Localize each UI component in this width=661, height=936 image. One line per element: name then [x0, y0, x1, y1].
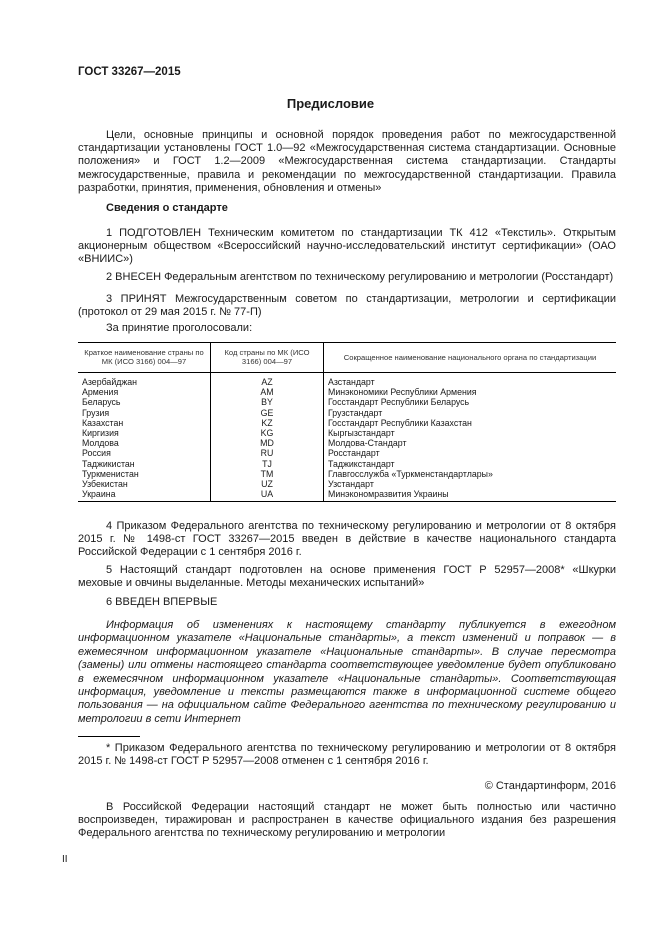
countries-table	[78, 342, 616, 502]
item-6-introduced: 6 ВВЕДЕН ВПЕРВЫЕ	[106, 596, 218, 608]
cell-agency: Молдова-Стандарт	[324, 438, 617, 448]
table-row	[78, 479, 616, 489]
cell-code: GE	[211, 408, 324, 418]
cell-code: TJ	[211, 459, 324, 469]
cell-agency: Госстандарт Республики Казахстан	[324, 418, 617, 428]
cell-country: Казахстан	[82, 417, 124, 428]
table-body	[78, 373, 616, 502]
cell-code: BY	[211, 397, 324, 407]
column-header-country: Краткое наименование страны по МК (ИСО 3166) 004—97	[78, 343, 211, 373]
cell-code: RU	[211, 448, 324, 458]
intro-paragraph: Цели, основные принципы и основной порядок проведения работ по межгосударственной стандартизации установлены ГОСТ 1.0—92 «Межгосударственная система стандартизации. Основные положения» и ГОСТ 1.2—2009 «Межгосударственная система стандартизации. Стандарты межгосударственные, правила и рекомендации по межгосударственной стандартизации. Правила разработки, принятия, применения, обновления и отмены»	[78, 129, 616, 194]
table-row	[78, 438, 616, 448]
cell-country: Украина	[78, 489, 211, 502]
cell-agency: Узстандарт	[324, 479, 617, 489]
table-row	[78, 469, 616, 479]
cell-code: AZ	[211, 373, 324, 388]
column-header-code: Код страны по МК (ИСО 3166) 004—97	[211, 343, 324, 373]
cell-agency: Азстандарт	[324, 373, 617, 388]
legal-notice: В Российской Федерации настоящий стандарт не может быть полностью или частично воспроизведен, тиражирован и распространен в качестве официального издания без разрешения Федерального агентства по техническому регулированию и метрологии	[78, 801, 616, 840]
cell-country: Беларусь	[82, 397, 121, 408]
cell-country: Узбекистан	[82, 479, 128, 490]
cell-country: Таджикистан	[82, 458, 135, 469]
info-note: Информация об изменениях к настоящему стандарту публикуется в ежегодном информационном указателе «Национальные стандарты», а текст изменений и поправок — в ежемесячном информационном указателе «Национальные стандарты». В случае пересмотра (замены) или отмены настоящего стандарта соответствующее уведомление будет опубликовано в ежемесячном информационном указателе «Национальные стандарты». Соответствующая информация, уведомление и тексты размещаются также в информационной системе общего пользования — на официальном сайте Федерального агентства по техническому регулированию и метрологии в сети Интернет	[78, 619, 616, 725]
table-row	[78, 397, 616, 407]
item-4-order: 4 Приказом Федерального агентства по техническому регулированию и метрологии от 8 октября 2015 г. № 1498-ст ГОСТ 33267—2015 введен в действие в качестве национального стандарта Российской Федерации с 1 сентября 2016 г.	[78, 520, 616, 559]
item-2-submitted: 2 ВНЕСЕН Федеральным агентством по техническому регулированию и метрологии (Росстандарт)	[106, 271, 614, 283]
copyright: © Стандартинформ, 2016	[484, 780, 616, 792]
cell-country: Грузия	[82, 407, 110, 418]
table-row	[78, 459, 616, 469]
section-heading: Сведения о стандарте	[106, 202, 228, 214]
cell-country: Азербайджан	[82, 377, 137, 387]
cell-agency: Минэкономики Республики Армения	[324, 387, 617, 397]
table-row	[78, 489, 616, 502]
item-1-prepared: 1 ПОДГОТОВЛЕН Техническим комитетом по стандартизации ТК 412 «Текстиль». Открытым акционерным обществом «Всероссийский научно-исследовательский институт сертификации» (ОАО «ВНИИС»)	[78, 227, 616, 266]
cell-code: TM	[211, 469, 324, 479]
footnote-divider	[78, 736, 140, 737]
table-row	[78, 418, 616, 428]
cell-country: Туркменистан	[82, 468, 139, 479]
table-row	[78, 387, 616, 397]
page-title: Предисловие	[286, 96, 375, 111]
cell-agency: Кыргызстандарт	[324, 428, 617, 438]
cell-code: AM	[211, 387, 324, 397]
cell-agency: Таджикстандарт	[324, 459, 617, 469]
cell-agency: Госстандарт Республики Беларусь	[324, 397, 617, 407]
footnote: * Приказом Федерального агентства по техническому регулированию и метрологии от 8 октября 2015 г. № 1498-ст ГОСТ Р 52957—2008 отменен с 1 сентября 2016 г.	[78, 742, 616, 768]
cell-country: Молдова	[82, 438, 119, 449]
page-number: II	[62, 854, 68, 865]
table-row	[78, 373, 616, 388]
cell-code: KG	[211, 428, 324, 438]
item-5-basis: 5 Настоящий стандарт подготовлен на основе применения ГОСТ Р 52957—2008* «Шкурки меховые и овчины выделанные. Методы механических испытаний»	[78, 564, 616, 590]
column-header-agency: Сокращенное наименование национального органа по стандартизации	[324, 343, 617, 373]
table-row	[78, 448, 616, 458]
cell-country: Киргизия	[82, 428, 119, 439]
vote-label: За принятие проголосовали:	[106, 322, 253, 334]
cell-country: Россия	[82, 448, 111, 459]
cell-agency: Грузстандарт	[324, 408, 617, 418]
document-header: ГОСТ 33267—2015	[78, 66, 181, 78]
item-3-adopted: 3 ПРИНЯТ Межгосударственным советом по стандартизации, метрологии и сертификации (протокол от 29 мая 2015 г. № 77-П)	[78, 293, 616, 319]
table-row	[78, 428, 616, 438]
cell-code: UZ	[211, 479, 324, 489]
table-header-row	[78, 343, 616, 373]
table-row	[78, 408, 616, 418]
cell-agency: Минэкономразвития Украины	[324, 489, 617, 502]
cell-agency: Росстандарт	[324, 448, 617, 458]
cell-agency: Главгосслужба «Туркменстандартлары»	[324, 469, 617, 479]
cell-country: Армения	[82, 387, 119, 398]
cell-code: MD	[211, 438, 324, 448]
cell-code: KZ	[211, 418, 324, 428]
cell-code: UA	[211, 489, 324, 502]
